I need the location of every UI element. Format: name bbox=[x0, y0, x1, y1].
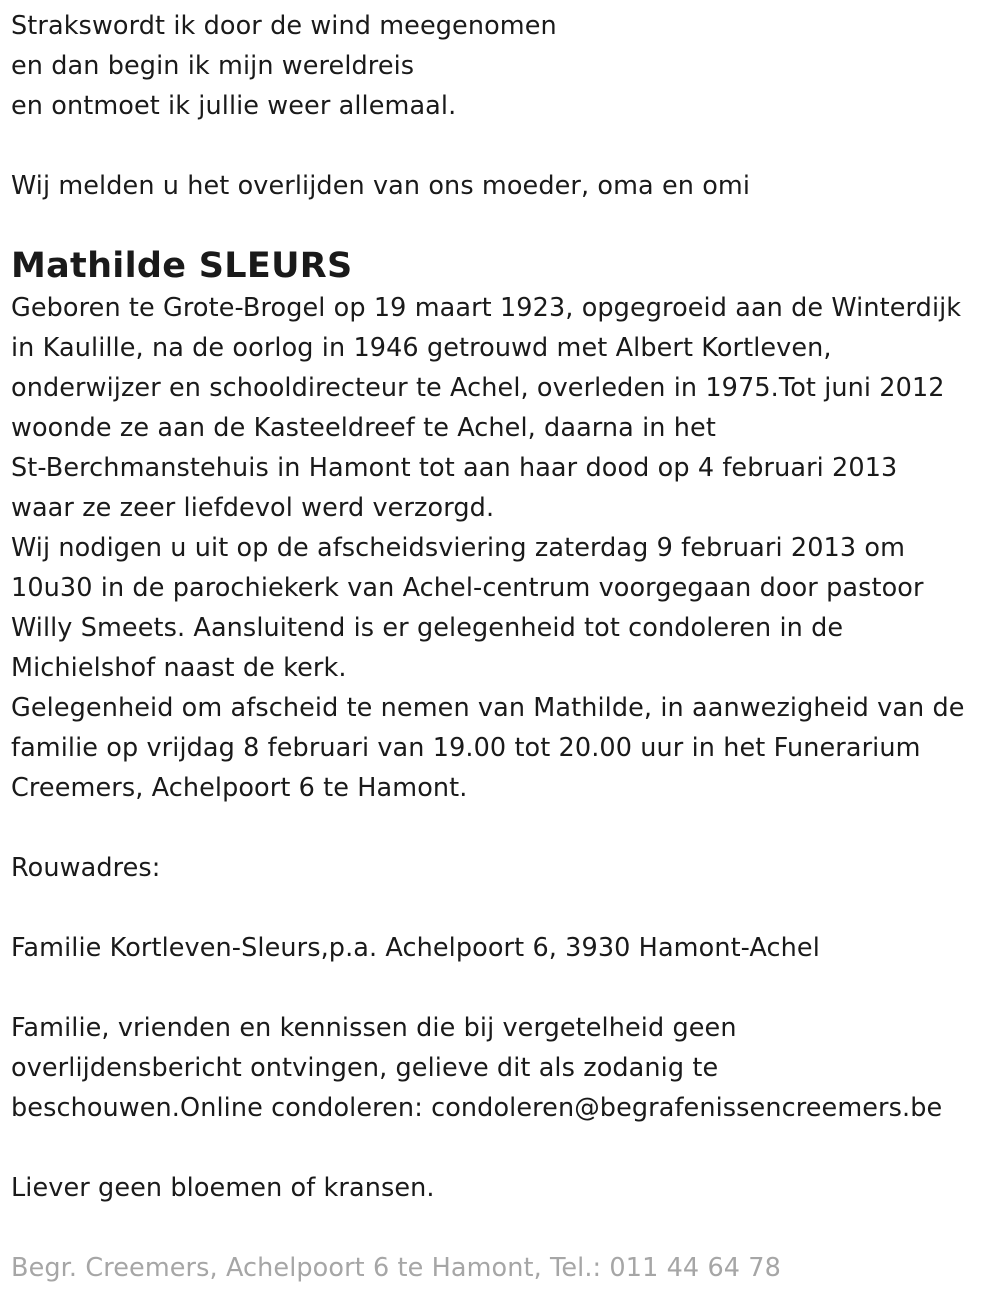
biography-line: woonde ze aan de Kasteeldreef te Achel, daarna in het bbox=[11, 413, 716, 443]
deceased-name: Mathilde SLEURS bbox=[11, 246, 353, 286]
notice-line: Familie, vrienden en kennissen die bij vergetelheid geen bbox=[11, 1013, 737, 1043]
flowers-note: Liever geen bloemen of kransen. bbox=[11, 1173, 435, 1203]
biography-line: Gelegenheid om afscheid te nemen van Mathilde, in aanwezigheid van de bbox=[11, 693, 965, 723]
biography-line: in Kaulille, na de oorlog in 1946 getrouwd met Albert Kortleven, bbox=[11, 333, 832, 363]
spacer bbox=[11, 1208, 1000, 1248]
biography bbox=[11, 288, 1000, 808]
biography-line: Creemers, Achelpoort 6 te Hamont. bbox=[11, 773, 468, 803]
notice bbox=[11, 1008, 1000, 1128]
poem-line: Strakswordt ik door de wind meegenomen bbox=[11, 11, 557, 41]
spacer bbox=[11, 808, 1000, 848]
biography-line: Geboren te Grote-Brogel op 19 maart 1923, opgegroeid aan de Winterdijk bbox=[11, 293, 962, 323]
mourning-address-label: Rouwadres: bbox=[11, 853, 161, 883]
biography-line: St-Berchmanstehuis in Hamont tot aan haar dood op 4 februari 2013 bbox=[11, 453, 898, 483]
mourning-address: Familie Kortleven-Sleurs,p.a. Achelpoort 6, 3930 Hamont-Achel bbox=[11, 933, 820, 963]
biography-line: waar ze zeer liefdevol werd verzorgd. bbox=[11, 493, 495, 523]
biography-line: Michielshof naast de kerk. bbox=[11, 653, 347, 683]
spacer bbox=[11, 888, 1000, 928]
announcement-text: Wij melden u het overlijden van ons moeder, oma en omi bbox=[11, 171, 751, 201]
poem bbox=[11, 6, 1000, 126]
biography-line: familie op vrijdag 8 februari van 19.00 tot 20.00 uur in het Funerarium bbox=[11, 733, 921, 763]
poem-line: en dan begin ik mijn wereldreis bbox=[11, 51, 415, 81]
poem-line: en ontmoet ik jullie weer allemaal. bbox=[11, 91, 457, 121]
biography-line: Wij nodigen u uit op de afscheidsviering zaterdag 9 februari 2013 om bbox=[11, 533, 906, 563]
notice-line: beschouwen.Online condoleren: condoleren@begrafenissencreemers.be bbox=[11, 1093, 943, 1123]
biography-line: onderwijzer en schooldirecteur te Achel, overleden in 1975.Tot juni 2012 bbox=[11, 373, 945, 403]
spacer bbox=[11, 206, 1000, 240]
biography-line: 10u30 in de parochiekerk van Achel-centrum voorgegaan door pastoor bbox=[11, 573, 924, 603]
spacer bbox=[11, 968, 1000, 1008]
biography-line: Willy Smeets. Aansluitend is er gelegenheid tot condoleren in de bbox=[11, 613, 844, 643]
spacer bbox=[11, 1128, 1000, 1168]
funeral-home-footer: Begr. Creemers, Achelpoort 6 te Hamont, Tel.: 011 44 64 78 bbox=[11, 1253, 781, 1283]
spacer bbox=[11, 126, 1000, 166]
notice-line: overlijdensbericht ontvingen, gelieve dit als zodanig te bbox=[11, 1053, 719, 1083]
